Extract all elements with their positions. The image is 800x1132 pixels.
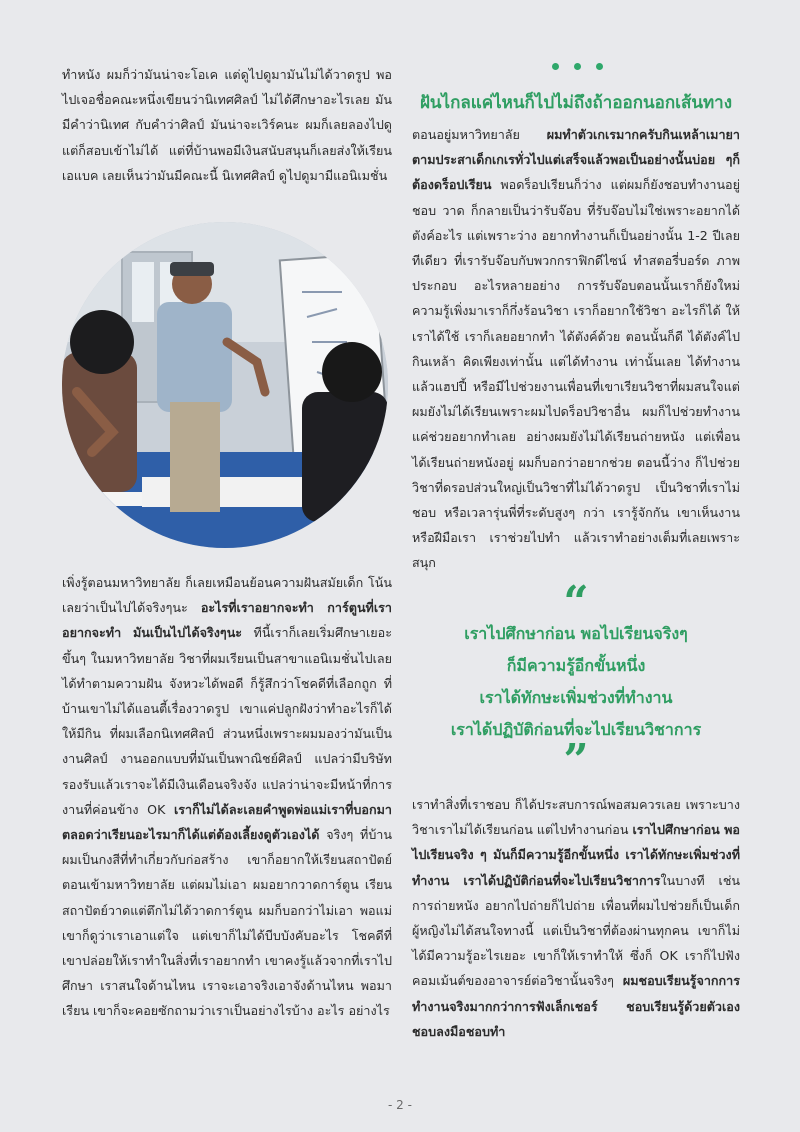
dot-icon bbox=[552, 63, 559, 70]
bold-emphasis: อะไรที่เราอยากจะทำ การ์ตูนที่เราอยากจะทำ มันเป็นไปได้จริงๆนะ bbox=[62, 600, 392, 641]
intro-paragraph bbox=[62, 62, 392, 188]
page-number: - 2 - bbox=[388, 1098, 412, 1112]
bold-emphasis: เราไปศึกษาก่อน พอไปเรียนจริง ๆ มันก็มีความรู้อีกขั้นหนึ่ง เราได้ทักษะเพิ่มช่วงที่ทำงาน เราได้ปฏิบัติก่อนที่จะไปเรียนวิชาการ bbox=[412, 822, 740, 888]
paragraph-text: จริงๆ ที่บ้านผมเป็นกงสีที่ทำเกี่ยวกับก่อสร้าง เขาก็อยากให้เรียนสถาปัตย์ ตอนเข้ามหาวิทยาลัย แต่ผมไม่เอา ผมอยากวาดการ์ตูน เรียนสถาปัตย์วาดแต่ตึกไม่ได้วาดการ์ตูน ผมก็บอกว่าไม่เอา พอแม่เขาก็ดูว่าเราเอาแต่ใจ แต่เขาก็ไม่ได้บีบบังคับอะไร โชคดีที่เขาปล่อยให้เราทำในสิ่งที่เราอยากทำ เขาคงรู้แล้วจากที่เราไปศึกษา เราสนใจด้านไหน เราจะเอาจริงเอาจังด้านไหน พอมาเรียน เขาก็จะคอยซักถามว่าเราเป็นอย่างไรบ้าง อะไร อย่างไร bbox=[62, 827, 392, 1019]
paragraph-text: ทำหนัง ผมก็ว่ามันน่าจะโอเค แต่ดูไปดูมามันไม่ได้วาดรูป พอไปเจอชื่อคณะหนึ่งเขียนว่านิเทศศิลป์ ไม่ได้ศึกษาอะไรเลย มันมีคำว่านิเทศ กับคำว่าศิลป์ มันน่าจะเวิร์คนะ ผมก็เลยลองไปดู แต่ก็สอบเข้าไม่ได้ แต่ที่บ้านพอมีเงินสนับสนุนก็เลยส่งให้เรียนเอแบค เลยเห็นว่ามันมีคณะนี้ นิเทศศิลป์ ดูไปดูมามีแอนิเมชั่น bbox=[62, 67, 392, 183]
dot-icon bbox=[574, 63, 581, 70]
right-column-top bbox=[412, 122, 740, 576]
quote-line: เราได้ปฏิบัติก่อนที่จะไปเรียนวิชาการ bbox=[450, 720, 702, 739]
dream-paragraph bbox=[62, 570, 392, 1024]
interview-photo bbox=[62, 222, 388, 548]
close-quote-icon: ” bbox=[563, 735, 589, 786]
quote-line: เราไปศึกษาก่อน พอไปเรียนจริงๆ bbox=[464, 624, 688, 643]
right-column-bottom bbox=[412, 792, 740, 1044]
left-column-bottom bbox=[62, 570, 392, 1024]
classroom-photo-illustration bbox=[62, 222, 388, 548]
paragraph-text: ทีนี้เราก็เลยเริ่มศึกษาเยอะขึ้นๆ ในมหาวิทยาลัย วิชาที่ผมเรียนเป็นสาขาแอนิเมชั่นไปเลย ได้ทำตามความฝัน จังหวะได้พอดี ก็รู้สึกว่าโชคดีที่เลือกถูก ที่บ้านเขาไม่ได้แอนตี้เรื่องวาดรูป เขาแค่ปลูกฝังว่าทำอะไรก็ได้ให้มีกิน ที่ผมเลือกนิเทศศิลป์ ส่วนหนึ่งเพราะผมมองว่ามันเป็นงานศิลป์ งานออกแบบที่มันเป็นพาณิชย์ศิลป์ แปลว่ามีบริษัทรองรับแล้วเราจะได้มีเงินเดือนจริงจัง แปลว่าน่าจะมีหน้าที่การงานที่ค่อนข้าง OK bbox=[62, 625, 392, 817]
bold-emphasis: ผมทำตัวเกเรมากครับกินเหล้าเมายาตามประสาเด็กเกเรทั่วไปแต่เสร็จแล้วพอเป็นอย่างนั้นบ่อย ๆก็ต้องดร็อปเรียน bbox=[412, 127, 740, 193]
paragraph-text: ในบางที เช่น การถ่ายหนัง อยากไปถ่ายก็ไปถ่าย เพื่อนที่ผมไปช่วยก็เป็นเด็กผู้หญิงไม่ได้สนใจทางนี้ แต่เป็นวิชาที่ต้องผ่านทุกคน เขาก็ไม่ได้มีความรู้อะไรเยอะ เขาก็ให้เราทำให้ ซึ่งก็ OK เราก็ไปฟังคอมเม้นต์ของอาจารย์ต่อวิชานั้นจริงๆ bbox=[412, 872, 740, 989]
paragraph-text: เพิ่งรู้ตอนมหาวิทยาลัย ก็เลยเหมือนย้อนความฝันสมัยเด็ก โน้นเลยว่าเป็นไปได้จริงๆนะ bbox=[62, 575, 392, 616]
paragraph-text: พอดร็อปเรียนก็ว่าง แต่ผมก็ยังชอบทำงานอยู่ ชอบ วาด ก็กลายเป็นว่ารับจ๊อบ ที่รับจ๊อบไม่ใช่เพราะอยากได้ตังค์อะไร แต่เพราะว่าง อยากทำงานก็เป็นอย่างนั้น 1-2 ปีเลยทีเดียว ที่เรารับจ๊อบกับพวกกราฟิกดีไซน์ ทำสตอรี่บอร์ด ภาพประกอบ อะไรหลายอย่าง การรับจ๊อบตอนนั้นเราก็ยังใหม่ ความรู้เพิ่งมาเราก็กึ่งร้อนวิชา เราก็อยากใช้วิชา อะไรก็ได้ ให้เราได้ใช้ เราก็เลยอยากทำ ได้ตังค์ด้วย ตอนนั้นก็ดี ได้ตังค์ไปกินเหล้า คิดเพียงเท่านั้น แต่ได้ทำงาน เท่านั้นเลย ได้ทำงานแล้วแฮปปี้ หรือมีไปช่วยงานเพื่อนที่เขาเรียนวิชาที่ผมสนใจแต่ผมยังไม่ได้เรียนเพราะผมไปดร็อปวิชาอื่น ผมก็ไปช่วยทำงาน แค่ช่วยอยากทำเลย อย่างผมยังไม่ได้เรียนถ่ายหนัง แต่เพื่อนได้เรียนถ่ายหนังอยู่ ผมก็บอกว่าอยากช่วย ตอนนี้ว่าง ก็ไปช่วย วิชาที่ดรอปส่วนใหญ่เป็นวิชาที่ไม่ได้วาดรูป เป็นวิชาที่เราไม่ชอบ หรือเวลารุ่นพี่ที่ระดับสูงๆ กว่า เรารู้จักกัน เขาเห็นงานหรือฝีมือเรา เราช่วยไปทำ แล้วเราทำอย่างเต็มที่เลยเพราะสนุก bbox=[412, 177, 740, 571]
bold-emphasis: ผมชอบเรียนรู้จากการทำงานจริงมากกว่าการฟังเล็กเชอร์ ชอบเรียนรู้ด้วยตัวเอง ชอบลงมือชอบทำ bbox=[412, 973, 740, 1039]
paragraph-text: เราทำสิ่งที่เราชอบ ก็ได้ประสบการณ์พอสมควรเลย เพราะบางวิชาเราไม่ได้เรียนก่อน แต่ไปทำงานก่อน bbox=[412, 797, 740, 838]
pull-quote bbox=[412, 577, 740, 786]
section-heading: ฝันไกลแค่ไหนก็ไปไม่ถึงถ้าออกนอกเส้นทาง bbox=[419, 93, 733, 113]
bold-emphasis: เราก็ไม่ได้ละเลยคำพูดพ่อแม่เราที่บอกมาตลอดว่าเรียนอะไรมาก็ได้แต่ต้องเลี้ยงดูตัวเองได้ bbox=[62, 801, 392, 843]
paragraph-text: ตอนอยู่มหาวิทยาลัย bbox=[412, 127, 547, 142]
quote-line: ก็มีความรู้อีกขั้นหนึ่ง bbox=[506, 656, 646, 675]
open-quote-icon: “ bbox=[563, 577, 589, 628]
dot-icon bbox=[596, 63, 603, 70]
decorative-dots bbox=[548, 60, 608, 74]
quote-line: เราได้ทักษะเพิ่มช่วงที่ทำงาน bbox=[479, 688, 673, 707]
left-column-top bbox=[62, 62, 392, 188]
university-paragraph bbox=[412, 122, 740, 576]
experience-paragraph bbox=[412, 792, 740, 1044]
